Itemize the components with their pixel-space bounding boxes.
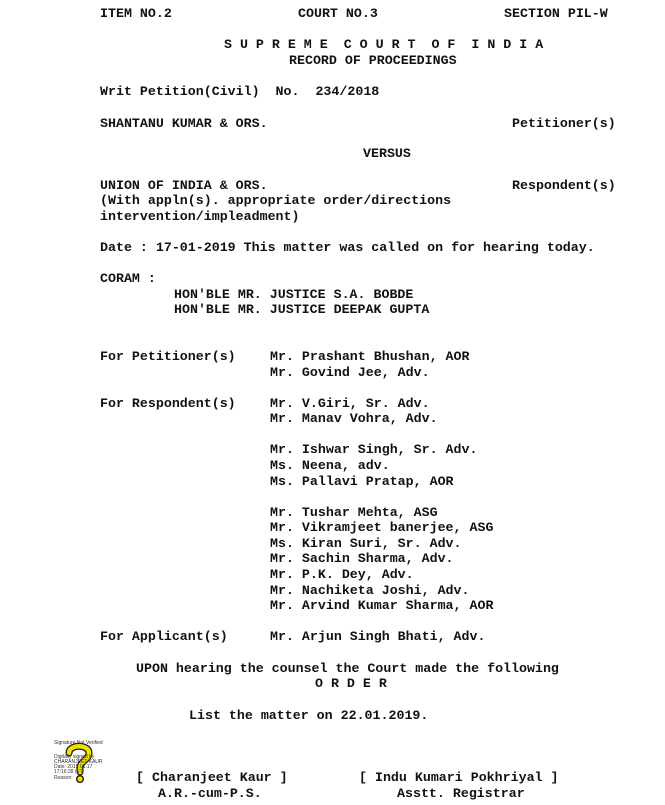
respondent-counsel-label: For Respondent(s) [100, 396, 236, 411]
signatory-right-title: Asstt. Registrar [397, 786, 525, 801]
item-number: ITEM NO.2 [100, 6, 172, 21]
judge-name: HON'BLE MR. JUSTICE DEEPAK GUPTA [174, 302, 430, 317]
judge-name: HON'BLE MR. JUSTICE S.A. BOBDE [174, 287, 414, 302]
counsel-name: Ms. Pallavi Pratap, AOR [270, 474, 454, 489]
signature-stamp-text: Reason: [54, 775, 73, 781]
counsel-name: Mr. Sachin Sharma, Adv. [270, 551, 454, 566]
counsel-name: Ms. Neena, adv. [270, 458, 390, 473]
counsel-name: Mr. Arjun Singh Bhati, Adv. [270, 629, 486, 644]
court-title: S U P R E M E C O U R T O F I N D I A [224, 37, 544, 52]
petitioner-label: Petitioner(s) [512, 116, 616, 131]
versus-label: VERSUS [363, 146, 411, 161]
petition-number: Writ Petition(Civil) No. 234/2018 [100, 84, 380, 99]
signature-stamp-text: Date: 2019.01.17 [54, 764, 93, 770]
coram-label: CORAM : [100, 271, 156, 286]
petitioner-name: SHANTANU KUMAR & ORS. [100, 116, 268, 131]
signature-stamp-text: Signature Not Verified [54, 740, 103, 746]
counsel-name: Mr. Govind Jee, Adv. [270, 365, 430, 380]
signature-stamp-text: 17:16:28 IST [54, 769, 83, 775]
counsel-name: Mr. Arvind Kumar Sharma, AOR [270, 598, 494, 613]
record-title: RECORD OF PROCEEDINGS [289, 53, 457, 68]
counsel-name: Mr. Manav Vohra, Adv. [270, 411, 438, 426]
signatory-left-title: A.R.-cum-P.S. [158, 786, 262, 801]
applications-line-1: (With appln(s). appropriate order/directions [100, 193, 452, 208]
signatory-right-name: [ Indu Kumari Pokhriyal ] [359, 770, 559, 785]
section-label: SECTION PIL-W [504, 6, 608, 21]
order-intro: UPON hearing the counsel the Court made the following [136, 661, 559, 676]
order-heading: O R D E R [315, 676, 387, 691]
petitioner-counsel-label: For Petitioner(s) [100, 349, 236, 364]
counsel-name: Mr. Nachiketa Joshi, Adv. [270, 583, 470, 598]
counsel-name: Mr. Ishwar Singh, Sr. Adv. [270, 442, 478, 457]
signature-stamp-text: CHARANJEET KAUR [54, 759, 103, 765]
signatory-left-name: [ Charanjeet Kaur ] [136, 770, 288, 785]
counsel-name: Mr. V.Giri, Sr. Adv. [270, 396, 430, 411]
respondent-label: Respondent(s) [512, 178, 616, 193]
respondent-name: UNION OF INDIA & ORS. [100, 178, 268, 193]
digital-signature-stamp [54, 741, 124, 787]
order-text: List the matter on 22.01.2019. [189, 708, 429, 723]
applications-line-2: intervention/impleadment) [100, 209, 300, 224]
signature-stamp-text: Digitally signed by [54, 754, 95, 760]
hearing-date-line: Date : 17-01-2019 This matter was called on for hearing today. [100, 240, 595, 255]
applicant-counsel-label: For Applicant(s) [100, 629, 228, 644]
court-number: COURT NO.3 [298, 6, 378, 21]
counsel-name: Mr. P.K. Dey, Adv. [270, 567, 414, 582]
counsel-name: Mr. Prashant Bhushan, AOR [270, 349, 470, 364]
counsel-name: Mr. Vikramjeet banerjee, ASG [270, 520, 494, 535]
counsel-name: Mr. Tushar Mehta, ASG [270, 505, 438, 520]
counsel-name: Ms. Kiran Suri, Sr. Adv. [270, 536, 462, 551]
